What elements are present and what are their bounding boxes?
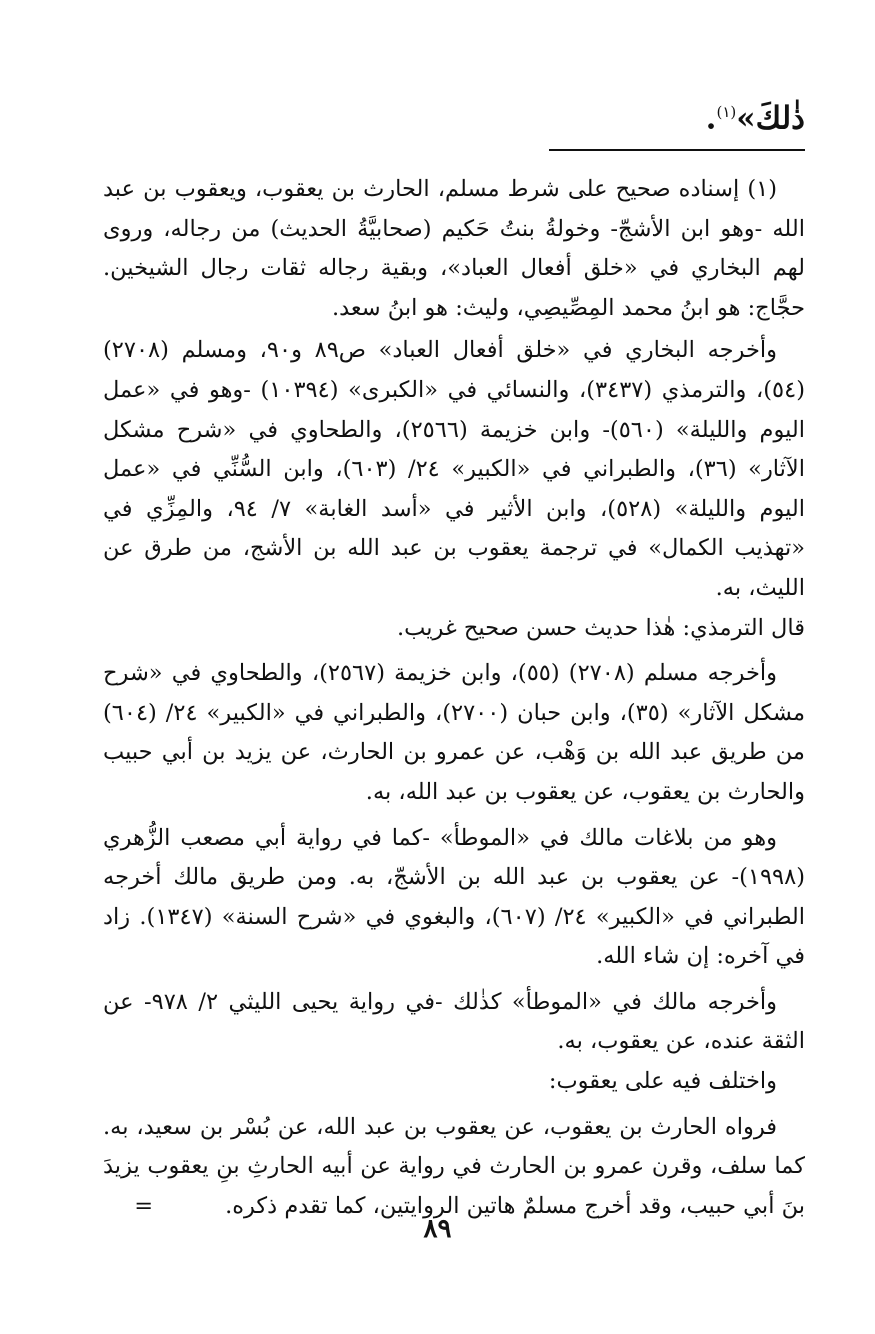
main-text-line [706, 92, 805, 138]
footnote-paragraph-takhrij-2: وأخرجه مسلم (٢٧٠٨) (٥٥)، وابن خزيمة (٢٥٦٧)، والطحاوي في «شرح مشكل الآثار» (٣٥)، وابن حبان (٢٧٠٠)، والطبراني في «الكبير» ٢٤/ (٦٠٤) من طريق عبد الله بن وَهْب، عن عمرو بن الحارث، عن يزيد بن أبي حبيب والحارث بن يعقوب، عن يعقوب بن عبد الله، به. [103, 660, 805, 805]
end-punctuation: . [705, 100, 717, 137]
footnote-paragraph-takhrij-1: وأخرجه البخاري في «خلق أفعال العباد» ص٨٩ و٩٠، ومسلم (٢٧٠٨) (٥٤)، والترمذي (٣٤٣٧)، والنسائي في «الكبرى» (١٠٣٩٤) -وهو في «عمل اليوم والليلة» (٥٦٠)- وابن خزيمة (٢٥٦٦)، والطحاوي في «شرح مشكل الآثار» (٣٦)، والطبراني في «الكبير» ٢٤/ (٦٠٣)، وابن السُّنِّي في «عمل اليوم والليلة» (٥٢٨)، وابن الأثير في «أسد الغابة» ٧/ ٩٤، والمِزِّي في «تهذيب الكمال» في ترجمة يعقوب بن عبد الله بن الأشج، من طرق عن الليث، به. [103, 337, 806, 601]
footnote-paragraph-riwaya [103, 1108, 805, 1227]
closing-quote: » [736, 100, 756, 137]
footnote-paragraph-isnad: (١) إسناده صحيح على شرط مسلم، الحارث بن يعقوب، ويعقوب بن عبد الله -وهو ابن الأشجّ- وخولةُ بنتُ حَكيم (صحابيَّةُ الحديث) من رجاله، وروى لهم البخاري في «خلق أفعال العباد»، وبقية رجاله ثقات رجال الشيخين. حجَّاج: هو ابنُ محمد المِصِّيصِي، وليث: هو ابنُ سعد. [103, 176, 805, 321]
continuation-mark: = [134, 1192, 154, 1219]
page-number: ٨٩ [423, 1214, 452, 1244]
footnote-reference[interactable]: (١) [716, 103, 737, 121]
footnote-paragraph-muwatta: وأخرجه مالك في «الموطأ» كذٰلك -في رواية يحيى الليثي ٢/ ٩٧٨- عن الثقة عنده، عن يعقوب، به. [103, 988, 805, 1055]
footnote-separator [549, 149, 805, 151]
footnote-paragraph-tirmidhi: قال الترمذي: هٰذا حديث حسن صحيح غريب. [397, 614, 805, 641]
main-text-word: ذٰلكَ [755, 100, 805, 137]
footnote-paragraph-ikhtilaf: واختلف فيه على يعقوب: [548, 1068, 777, 1095]
footnotes-section [103, 170, 805, 1226]
footnote-paragraph-riwaya-text: فرواه الحارث بن يعقوب، عن يعقوب بن عبد الله، عن بُسْر بن سعيد، به. كما سلف، وقرن عمرو بن الحارث في رواية عن أبيه الحارثِ بنِ يعقوب يزيدَ بنَ أبي حبيب، وقد أخرج مسلمٌ هاتين الروايتين، كما تقدم ذكره. [103, 1113, 805, 1219]
footnote-paragraph-balaghat: وهو من بلاغات مالك في «الموطأ» -كما في رواية أبي مصعب الزُّهري (١٩٩٨)- عن يعقوب بن عبد الله بن الأشجّ، به. ومن طريق مالك أخرجه الطبراني في «الكبير» ٢٤/ (٦٠٧)، والبغوي في «شرح السنة» (١٣٤٧). زاد في آخره: إن شاء الله. [103, 824, 806, 970]
